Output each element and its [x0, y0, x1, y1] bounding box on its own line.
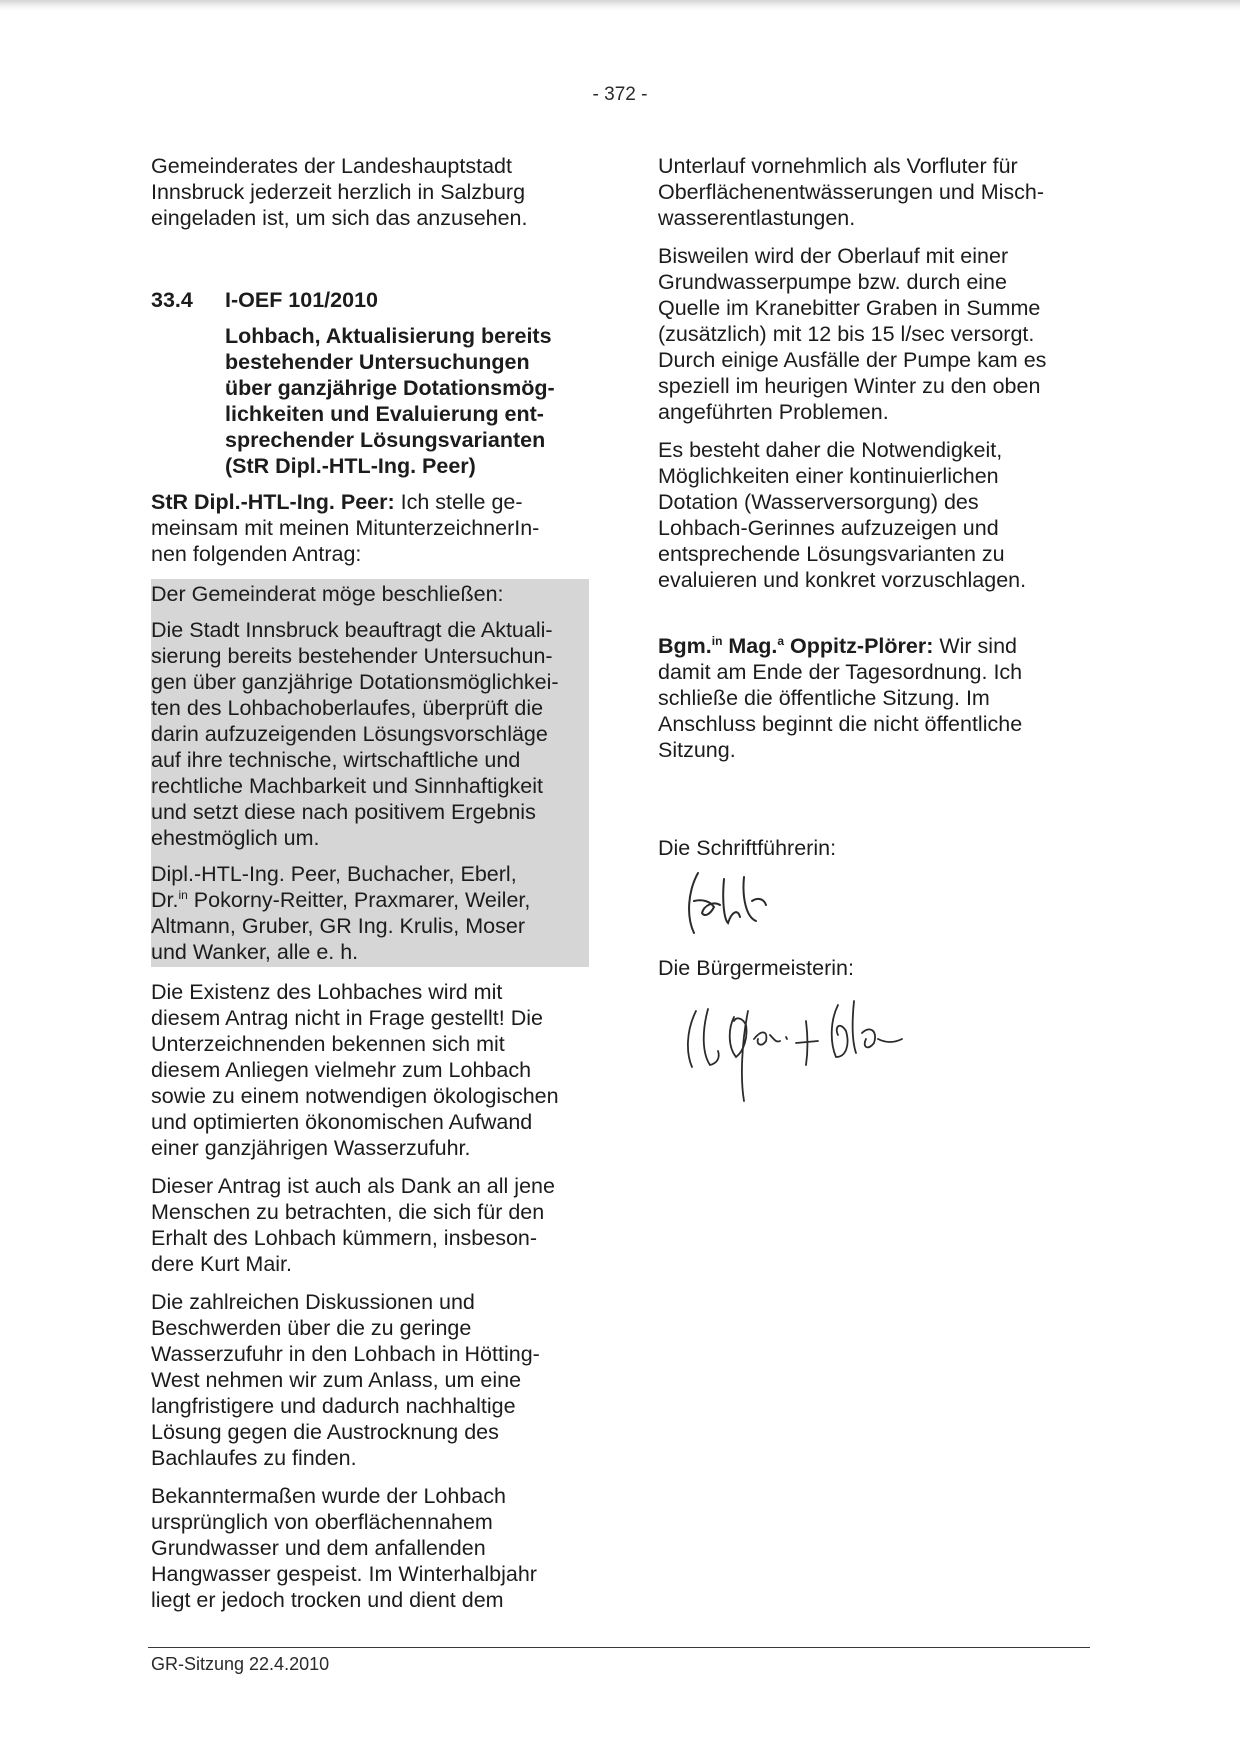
speaker-name: StR Dipl.-HTL-Ing. Peer: — [151, 490, 395, 514]
section-number: 33.4 — [151, 288, 193, 312]
signatories — [151, 861, 589, 965]
body-paragraph-4: Bekanntermaßen wurde der Lohbach ursprünglich von oberflächennahem Grundwasser und dem anfallenden Hangwasser gespeist. Im Winterhalbjahr liegt er jedoch trocken und dient dem — [151, 1484, 537, 1612]
signatories-part-b: Pokorny-Reitter, Praxmarer, Weiler, Altmann, Gruber, GR Ing. Krulis, Moser und Wanker, alle e. h. — [151, 888, 531, 964]
right-paragraph-3: Es besteht daher die Notwendigkeit, Möglichkeiten einer kontinuierlichen Dotation (Wasserversorgung) des Lohbach-Gerinnes aufzuzeigen und entsprechende Lösungsvarianten zu evaluieren und konkret vorzuschlagen. — [658, 438, 1027, 592]
mayor-name: Bgm.$^{in}$ Mag.$^a$ Oppitz-Plörer: — [658, 633, 934, 658]
left-column — [151, 153, 589, 1625]
intro-paragraph: Gemeinderates der Landeshauptstadt Innsbruck jederzeit herzlich in Salzburg eingeladen ist, um sich das anzusehen. — [151, 154, 528, 230]
footer-rule — [148, 1647, 1090, 1648]
secretary-label: Die Schriftführerin: — [658, 836, 837, 860]
motion-intro: Der Gemeinderat möge beschließen: — [151, 582, 504, 606]
motion-box — [151, 579, 589, 967]
body-paragraph-1: Die Existenz des Lohbaches wird mit diesem Antrag nicht in Frage gestellt! Die Unterzeichnenden bekennen sich mit diesem Anliegen vielmehr zum Lohbach sowie zu einem notwendigen ökologischen und optimierten ökonomischen Aufwand einer ganzjährigen Wasserzufuhr. — [151, 980, 559, 1160]
right-paragraph-2: Bisweilen wird der Oberlauf mit einer Grundwasserpumpe bzw. durch eine Quelle im Kranebitter Graben in Summe (zusätzlich) mit 12 bis 15 l/sec versorgt. Durch einige Ausfälle der Pumpe kam es speziell im heurigen Winter zu den oben angeführten Problemen. — [658, 244, 1047, 424]
signatories-superscript: in — [178, 887, 188, 902]
section-heading — [151, 287, 589, 313]
page-number: - 372 - — [592, 84, 648, 105]
section-code: I-OEF 101/2010 — [225, 288, 378, 312]
motion-text: Die Stadt Innsbruck beauftragt die Aktuali- sierung bereits bestehender Untersuchun- gen über ganzjährige Dotationsmöglichkei- ten des Lohbachoberlaufes, überprüft die darin aufzuzeigenden Lösungsvorschläge auf ihre technische, wirtschaftliche und rechtliche Machbarkeit und Sinnhaftigkeit und setzt diese nach positivem Ergebnis ehestmöglich um. — [151, 618, 559, 850]
section-title-block — [225, 323, 589, 479]
right-column — [658, 153, 1098, 1111]
mayor-closing-paragraph — [658, 633, 1098, 763]
scan-edge — [0, 0, 1240, 10]
body-paragraph-3: Die zahlreichen Diskussionen und Beschwerden über die zu geringe Wasserzufuhr in den Lohbach in Hötting- West nehmen wir zum Anlass, um eine langfristigere und dadurch nachhaltige Lösung gegen die Austrocknung des Bachlaufes zu finden. — [151, 1290, 540, 1470]
signatories-part-a: Dipl.-HTL-Ing. Peer, Buchacher, Eberl, Dr. — [151, 862, 517, 912]
body-paragraph-2: Dieser Antrag ist auch als Dank an all jene Menschen zu betrachten, die sich für den Erhalt des Lohbach kümmern, insbeson- dere Kurt Mair. — [151, 1174, 555, 1276]
speaker-paragraph — [151, 489, 589, 567]
mayor-text: Wir sind damit am Ende der Tagesordnung. Ich schließe die öffentliche Sitzung. Im Anschluss beginnt die nicht öffentliche Sitzung. — [658, 634, 1023, 762]
speaker-text: Ich stelle ge- meinsam mit meinen MitunterzeichnerIn- nen folgenden Antrag: — [151, 490, 540, 566]
secretary-signature — [658, 861, 818, 941]
footer-text: GR-Sitzung 22.4.2010 — [151, 1654, 330, 1674]
right-paragraph-1: Unterlauf vornehmlich als Vorfluter für Oberflächenentwässerungen und Misch- wasserentlastungen. — [658, 154, 1045, 230]
mayor-signature — [658, 981, 918, 1111]
section-title: Lohbach, Aktualisierung bereits bestehender Untersuchungen über ganzjährige Dotationsmög- lichkeiten und Evaluierung ent- sprechender Lösungsvarianten (StR Dipl.-HTL-Ing. Peer) — [225, 324, 555, 478]
mayor-label: Die Bürgermeisterin: — [658, 956, 854, 980]
